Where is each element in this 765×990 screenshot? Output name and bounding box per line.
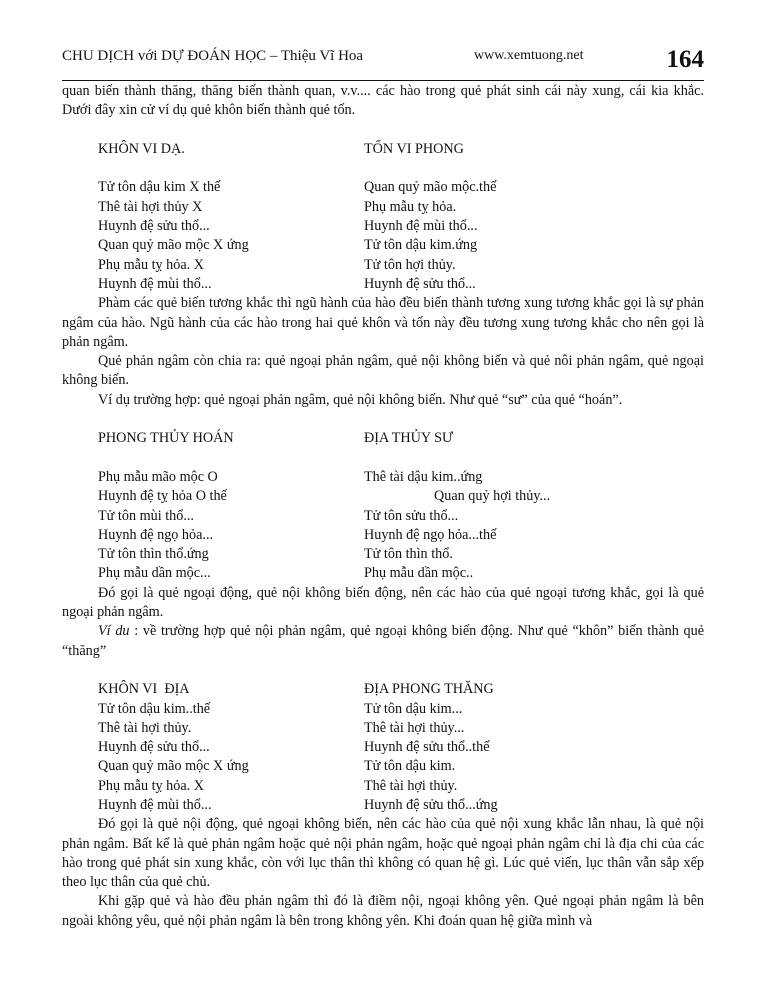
table-cell-left: Phụ mẫu tỵ hỏa. X [98, 256, 205, 273]
table-title-row [62, 140, 704, 159]
table-cell-left: Tử tôn dậu kim..thế [98, 700, 211, 717]
table-row [62, 217, 704, 236]
paragraph: Đó gọi là quẻ ngoại động, quẻ nội không biến động, nên các hào của quẻ ngoại tương khắc, gọi là quẻ ngoại phản ngâm. [62, 584, 704, 621]
table-cell-left: Huynh đệ mùi thổ... [98, 275, 212, 292]
table-row [62, 178, 704, 197]
paragraph: Đó gọi là quẻ nội động, quẻ ngoại không biến, nên các hào của quẻ nội xung khắc lẫn nhau, là quẻ nội phản ngâm. Bất kể là quẻ phản ngâm hoặc quẻ nội phản ngâm, hoặc quẻ ngoại phản ngâm chỉ là địa chi của các hào trong quẻ phát sin xung khắc, còn với lục thân thì không có quan hệ gì. Lúc quẻ viến, lục thân vẫn sắp xếp theo lục thân của quẻ chủ. [62, 816, 704, 891]
table-cell-left: Phụ mẫu dần mộc... [98, 565, 211, 582]
table-row [62, 507, 704, 526]
table-title-row [62, 429, 704, 448]
table-cell-right: Phụ mẫu dần mộc.. [364, 565, 474, 582]
table-cell-right: Huynh đệ sửu thổ...ứng [364, 796, 498, 813]
table-cell-right: Thê tài dậu kim..ứng [364, 468, 483, 485]
paragraph: Phàm các quẻ biến tương khắc thì ngũ hành của hào đều biến thành tương xung tương khắc gọi là sự phản ngâm của hào. Ngũ hành của các hào trong hai quẻ khôn và tốn này đều tương xung tương khắc cho nên gọi là phản ngâm. [62, 295, 704, 350]
table-row [62, 777, 704, 796]
table-cell-right: Quan quỷ mão mộc.thế [364, 179, 497, 196]
table-row [62, 487, 704, 506]
table-cell-right: Phụ mẫu tỵ hỏa. [364, 198, 457, 215]
table-title-left: KHÔN VI ĐỊA [98, 681, 190, 698]
table-title-left: KHÔN VI DẠ. [98, 140, 185, 157]
table-cell-right: Thê tài hợi thủy. [364, 777, 458, 794]
example-label: Ví du [98, 623, 130, 640]
table-cell-right: Tử tôn hợi thủy. [364, 256, 456, 273]
table-row [62, 468, 704, 487]
page-number: 164 [666, 46, 704, 73]
hexagram-table-2 [62, 429, 704, 583]
table-cell-left: Phụ mẫu mão mộc O [98, 468, 218, 485]
table-cell-right: Quan quỷ hợi thủy... [434, 488, 551, 505]
table-cell-left: Huynh đệ tỵ hỏa O thế [98, 488, 227, 505]
table-cell-left: Huynh đệ sửu thổ... [98, 218, 210, 235]
table-row [62, 564, 704, 583]
table-cell-right: Huynh đệ mùi thổ... [364, 218, 478, 235]
table-cell-right: Tử tôn dậu kim... [364, 700, 463, 717]
table-row [62, 796, 704, 815]
table-title-left: PHONG THỦY HOÁN [98, 430, 234, 447]
table-cell-left: Thê tài hợi thủy X [98, 198, 203, 215]
header-rule [62, 80, 704, 81]
intro-paragraph: quan biến thành thăng, thăng biến thành quan, v.v.... các hào trong quẻ phát sinh cái này xung, cái kia khắc. Dưới đây xin cử ví dụ quẻ khôn biến thành quẻ tốn. [62, 83, 704, 119]
table-row [62, 719, 704, 738]
paragraph: Khi gặp quẻ và hào đều phản ngâm thì đó là điềm nội, ngoại không yên. Quẻ ngoại phản ngâm là bên ngoài không yêu, quẻ nội phản ngâm là bên trong không yên. Khi đoán quan hệ giữa mình và [62, 893, 704, 929]
page-header [62, 46, 704, 78]
hexagram-table-1 [62, 140, 704, 294]
table-cell-left: Phụ mẫu tỵ hỏa. X [98, 777, 205, 794]
paragraph [62, 622, 704, 661]
table-cell-right: Huynh đệ ngọ hỏa...thế [364, 526, 497, 543]
table-cell-right: Tử tôn thìn thổ. [364, 546, 453, 563]
table-cell-left: Quan quỷ mão mộc X ứng [98, 237, 249, 254]
table-cell-left: Tử tôn thìn thổ.ứng [98, 546, 209, 563]
table-row [62, 700, 704, 719]
hexagram-table-3 [62, 680, 704, 815]
table-cell-left: Thê tài hợi thủy. [98, 719, 192, 736]
example-text: : về trường hợp quẻ nội phản ngâm, quẻ ngoại không biến động. Như quẻ “khôn” biến thành quẻ “thăng” [62, 623, 704, 659]
table-title-row [62, 680, 704, 699]
table-row [62, 526, 704, 545]
table-cell-right: Tử tôn sửu thổ... [364, 507, 459, 524]
table-title-right: ĐỊA PHONG THĂNG [364, 681, 494, 698]
table-row [62, 545, 704, 564]
table-cell-right: Tử tôn dậu kim. [364, 758, 456, 775]
table-row [62, 275, 704, 294]
table-cell-left: Tử tôn mùi thổ... [98, 507, 194, 524]
table-cell-left: Huynh đệ ngọ hỏa... [98, 526, 214, 543]
table-row [62, 236, 704, 255]
table-row [62, 198, 704, 217]
paragraph: Quẻ phản ngâm còn chia ra: quẻ ngoại phản ngâm, quẻ nội không biến và quẻ nôi phản ngâm, quẻ ngoại không biến. [62, 353, 704, 389]
table-cell-left: Huynh đệ mùi thổ... [98, 796, 212, 813]
table-row [62, 256, 704, 275]
book-title: CHU DỊCH với DỰ ĐOÁN HỌC – Thiệu Vĩ Hoa [62, 48, 364, 64]
table-cell-right: Tử tôn dậu kim.ứng [364, 237, 478, 254]
table-cell-right: Huynh đệ sửu thổ..thế [364, 739, 490, 756]
table-cell-right: Thê tài hợi thủy... [364, 719, 465, 736]
table-title-right: TỐN VI PHONG [364, 140, 464, 157]
page-body [62, 82, 704, 931]
table-row [62, 738, 704, 757]
table-cell-left: Quan quỷ mão mộc X ứng [98, 758, 249, 775]
table-title-right: ĐỊA THỦY SƯ [364, 430, 454, 447]
table-row [62, 757, 704, 776]
table-cell-left: Huynh đệ sửu thổ... [98, 739, 210, 756]
paragraph: Ví dụ trường hợp: quẻ ngoại phản ngâm, quẻ nội không biến. Như quẻ “sư” của quẻ “hoán”. [98, 391, 623, 408]
table-cell-right: Huynh đệ sửu thổ... [364, 275, 476, 292]
website-url: www.xemtuong.net [474, 48, 584, 63]
table-cell-left: Tử tôn dậu kim X thế [98, 179, 221, 196]
